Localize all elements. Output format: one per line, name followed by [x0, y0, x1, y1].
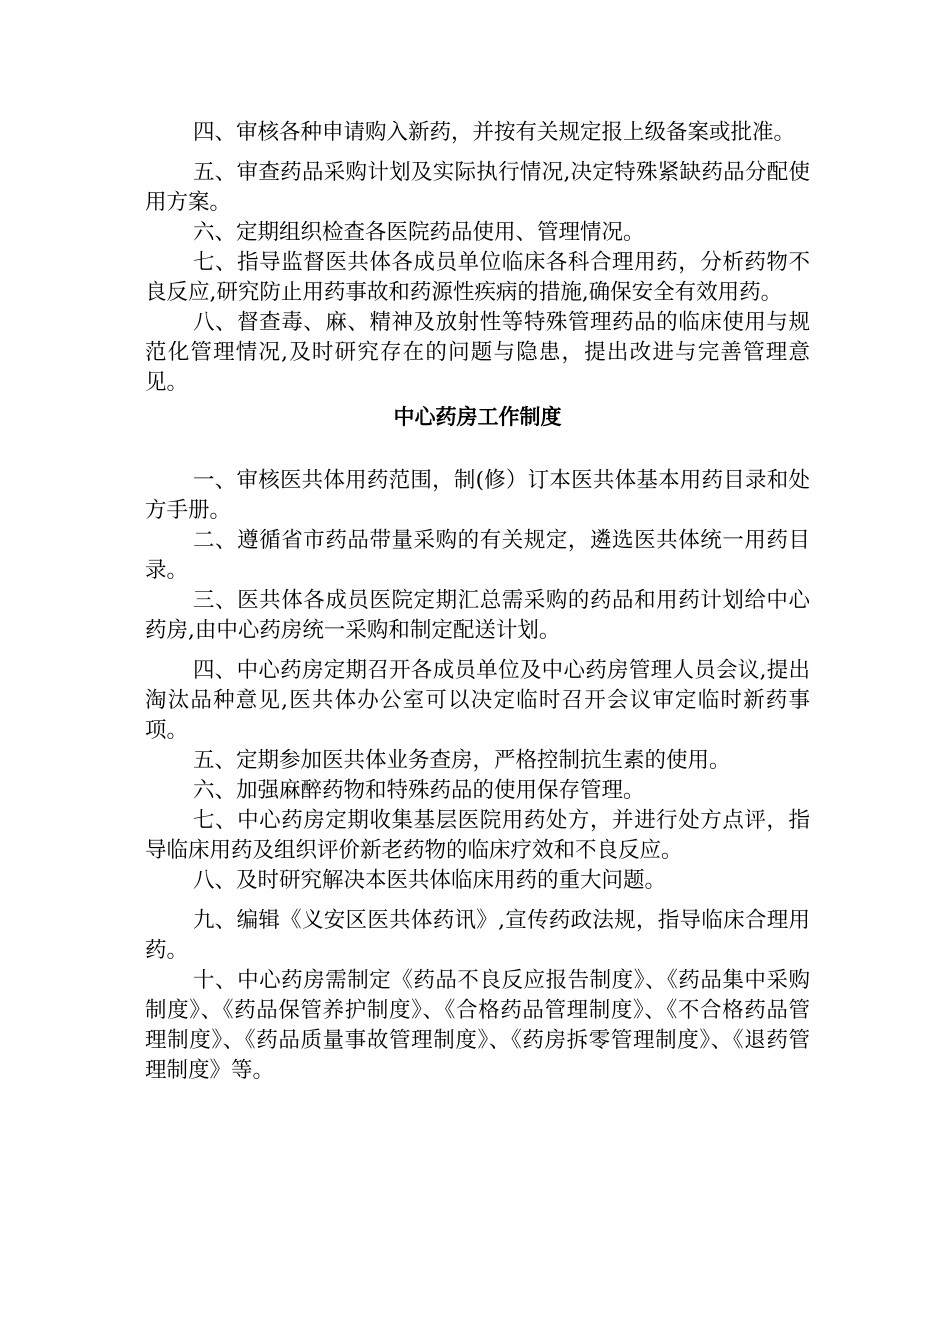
paragraph-s2-8: 八、及时研究解决本医共体临床用药的重大问题。	[193, 868, 667, 893]
section-title: 中心药房工作制度	[393, 405, 562, 429]
paragraph-s1-5: 五、审查药品采购计划及实际执行情况,决定特殊紧缺药品分配使用方案。	[145, 160, 810, 215]
paragraph-s2-1: 一、审核医共体用药范围，制(修）订本医共体基本用药目录和处方手册。	[145, 468, 810, 523]
paragraph-s2-6: 六、加强麻醉药物和特殊药品的使用保存管理。	[193, 778, 645, 803]
paragraph-s1-4: 四、审核各种申请购入新药，并按有关规定报上级备案或批准。	[193, 120, 796, 145]
document-page	[145, 118, 810, 1086]
paragraph-s2-9: 九、编辑《义安区医共体药讯》,宣传药政法规，指导临床合理用药。	[145, 908, 810, 963]
paragraph-s1-8: 八、督查毒、麻、精神及放射性等特殊管理药品的临床使用与规范化管理情况,及时研究存在的问题与隐患，提出改进与完善管理意见。	[145, 310, 810, 395]
paragraph-s1-6: 六、定期组织检查各医院药品使用、管理情况。	[193, 220, 645, 245]
paragraph-s2-5: 五、定期参加医共体业务查房，严格控制抗生素的使用。	[193, 748, 731, 773]
paragraph-s2-4: 四、中心药房定期召开各成员单位及中心药房管理人员会议,提出淘汰品种意见,医共体办公室可以决定临时召开会议审定临时新药事项。	[145, 658, 810, 743]
paragraph-s2-2: 二、遵循省市药品带量采购的有关规定，遴选医共体统一用药目录。	[145, 528, 810, 583]
paragraph-s1-7: 七、指导监督医共体各成员单位临床各科合理用药，分析药物不良反应,研究防止用药事故和药源性疾病的措施,确保安全有效用药。	[145, 250, 810, 305]
paragraph-s2-7: 七、中心药房定期收集基层医院用药处方，并进行处方点评，指导临床用药及组织评价新老药物的临床疗效和不良反应。	[145, 808, 810, 863]
paragraph-s2-10: 十、中心药房需制定《药品不良反应报告制度》、《药品集中采购制度》、《药品保管养护制度》、《合格药品管理制度》、《不合格药品管理制度》、《药品质量事故管理制度》、《药房拆零管理制度》、《退药管理制度》等。	[145, 968, 810, 1083]
paragraph-s2-3: 三、医共体各成员医院定期汇总需采购的药品和用药计划给中心药房,由中心药房统一采购和制定配送计划。	[145, 588, 810, 643]
